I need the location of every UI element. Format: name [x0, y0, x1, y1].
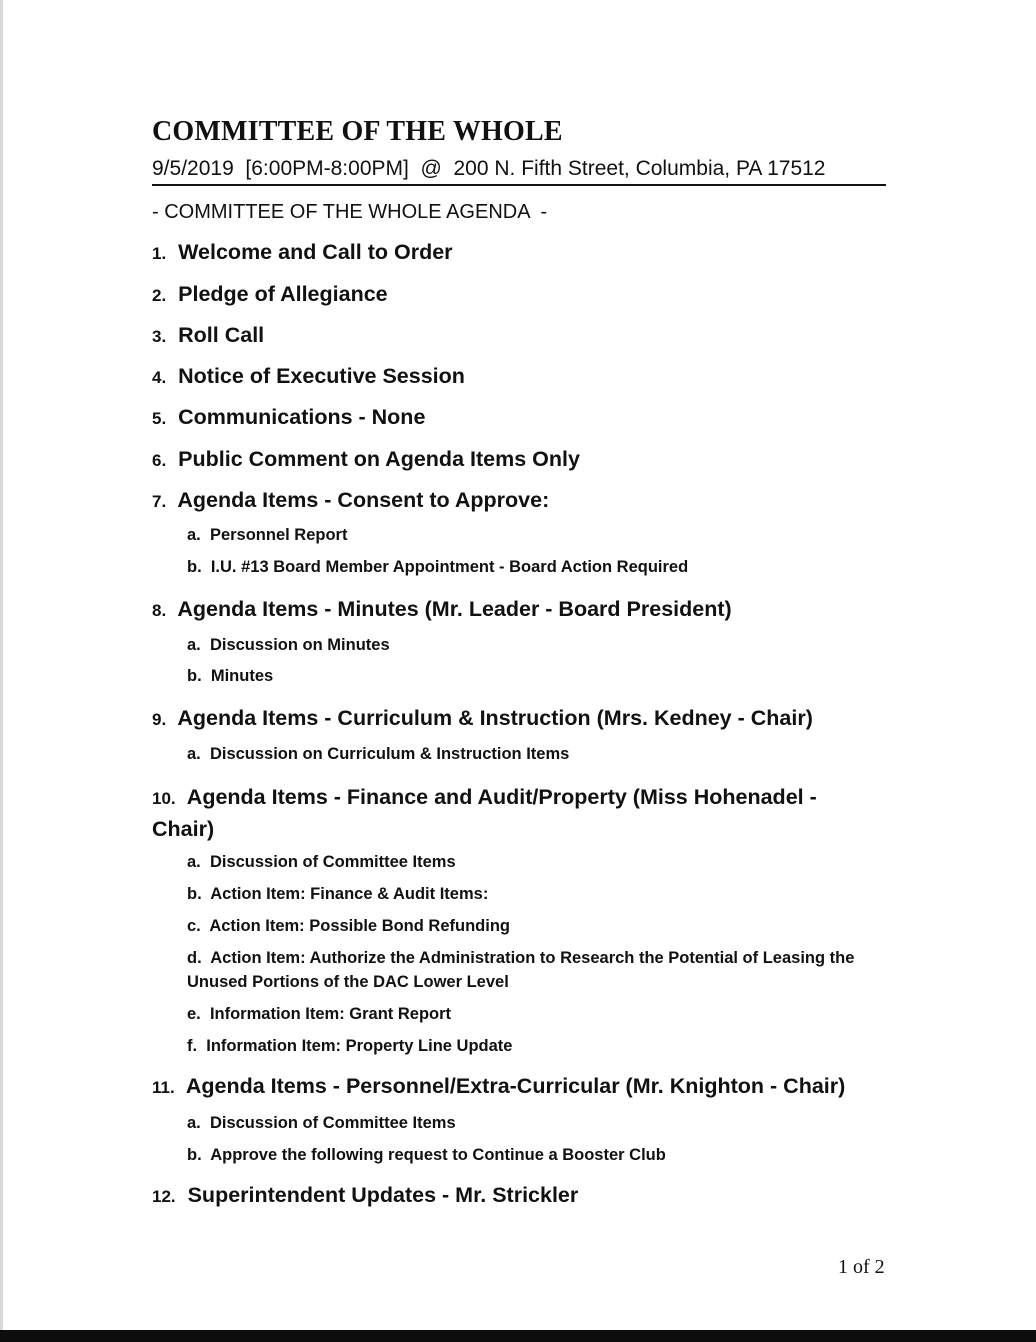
- meeting-time: [6:00PM-8:00PM]: [245, 157, 409, 180]
- agenda-item-11: [152, 1074, 845, 1099]
- subitem-label: Discussion of Committee Items: [209, 853, 456, 871]
- agenda-item-number: 11.: [152, 1078, 175, 1097]
- agenda-item-number: 12.: [152, 1187, 176, 1206]
- agenda-item-number: 10.: [152, 789, 176, 808]
- meeting-at-sign: @: [420, 157, 442, 180]
- subitem-label: Information Item: Grant Report: [209, 1005, 452, 1023]
- agenda-item-12: [152, 1183, 578, 1208]
- agenda-item-8: [152, 597, 732, 622]
- agenda-item-number: 9.: [152, 710, 167, 729]
- agenda-item-5: [152, 405, 425, 430]
- agenda-subitem: [187, 558, 688, 577]
- subitem-letter: a.: [187, 636, 201, 654]
- page-number: 1 of 2: [838, 1256, 885, 1278]
- agenda-item-10: [152, 782, 872, 844]
- subitem-label: Discussion on Minutes: [209, 636, 390, 654]
- agenda-subitem: [187, 853, 456, 872]
- agenda-item-2: [152, 282, 388, 307]
- agenda-item-6: [152, 447, 580, 472]
- agenda-item-3: [152, 323, 264, 348]
- subitem-letter: b.: [187, 1146, 202, 1164]
- subitem-letter: b.: [187, 667, 202, 685]
- bottom-edge-bar: [0, 1330, 1036, 1342]
- subitem-letter: b.: [187, 885, 202, 903]
- agenda-subitem: [187, 917, 510, 936]
- agenda-subitem: [187, 745, 569, 764]
- agenda-subitem: [187, 1005, 451, 1024]
- agenda-item-number: 2.: [152, 286, 167, 305]
- agenda-item-number: 8.: [152, 601, 167, 620]
- agenda-item-1: [152, 240, 453, 265]
- subitem-label: Action Item: Authorize the Administration to Research the Potential of Leasing the Unused Portions of the DAC Lower Level: [187, 949, 855, 991]
- subitem-label: Personnel Report: [209, 526, 348, 544]
- subitem-label: Action Item: Finance & Audit Items:: [210, 885, 489, 903]
- agenda-item-label: Agenda Items - Curriculum & Instruction (Mrs. Kedney - Chair): [177, 706, 813, 730]
- document-title: COMMITTEE OF THE WHOLE: [152, 116, 563, 147]
- agenda-item-label: Agenda Items - Finance and Audit/Property (Miss Hohenadel - Chair): [152, 785, 817, 841]
- agenda-subitem: [187, 526, 347, 545]
- agenda-subitem: [187, 1146, 666, 1165]
- meeting-date: 9/5/2019: [152, 157, 234, 180]
- agenda-item-9: [152, 706, 813, 731]
- meeting-location: 200 N. Fifth Street, Columbia, PA 17512: [453, 157, 826, 180]
- subitem-label: Discussion of Committee Items: [209, 1114, 456, 1132]
- agenda-subitem: [187, 946, 867, 994]
- agenda-item-7: [152, 488, 549, 513]
- subitem-letter: c.: [187, 917, 201, 935]
- subitem-letter: a.: [187, 1114, 201, 1132]
- agenda-item-label: Agenda Items - Minutes (Mr. Leader - Board President): [177, 597, 732, 621]
- subitem-label: Approve the following request to Continue a Booster Club: [210, 1146, 666, 1164]
- agenda-subitem: [187, 1037, 512, 1056]
- subitem-label: Minutes: [210, 667, 274, 685]
- agenda-subitem: [187, 885, 488, 904]
- agenda-item-number: 5.: [152, 409, 167, 428]
- agenda-item-4: [152, 364, 465, 389]
- agenda-item-label: Pledge of Allegiance: [178, 282, 388, 306]
- page-left-edge: [0, 0, 3, 1342]
- agenda-item-label: Welcome and Call to Order: [178, 240, 453, 264]
- agenda-item-label: Superintendent Updates - Mr. Strickler: [187, 1183, 579, 1207]
- agenda-item-label: Agenda Items - Personnel/Extra-Curricular (Mr. Knighton - Chair): [185, 1074, 846, 1098]
- subitem-letter: e.: [187, 1005, 201, 1023]
- subitem-letter: a.: [187, 853, 201, 871]
- agenda-item-label: Communications - None: [178, 405, 426, 429]
- subitem-label: Information Item: Property Line Update: [206, 1037, 513, 1055]
- subitem-letter: a.: [187, 745, 201, 763]
- subitem-letter: a.: [187, 526, 201, 544]
- agenda-item-label: Public Comment on Agenda Items Only: [178, 447, 580, 471]
- subitem-label: Discussion on Curriculum & Instruction Items: [209, 745, 570, 763]
- agenda-item-number: 6.: [152, 451, 167, 470]
- agenda-item-number: 3.: [152, 327, 167, 346]
- agenda-subitem: [187, 1114, 456, 1133]
- subitem-label: I.U. #13 Board Member Appointment - Board Action Required: [210, 558, 689, 576]
- agenda-item-label: Notice of Executive Session: [178, 364, 465, 388]
- agenda-item-label: Roll Call: [178, 323, 265, 347]
- agenda-item-number: 7.: [152, 492, 167, 511]
- meeting-info-line: [152, 157, 886, 186]
- agenda-subitem: [187, 636, 390, 655]
- agenda-heading: - COMMITTEE OF THE WHOLE AGENDA -: [152, 201, 548, 223]
- subitem-letter: b.: [187, 558, 202, 576]
- agenda-item-label: Agenda Items - Consent to Approve:: [177, 488, 550, 512]
- agenda-item-number: 4.: [152, 368, 167, 387]
- subitem-letter: d.: [187, 949, 202, 967]
- agenda-subitem: [187, 667, 273, 686]
- subitem-letter: f.: [187, 1037, 198, 1055]
- subitem-label: Action Item: Possible Bond Refunding: [209, 917, 510, 935]
- agenda-item-number: 1.: [152, 244, 167, 263]
